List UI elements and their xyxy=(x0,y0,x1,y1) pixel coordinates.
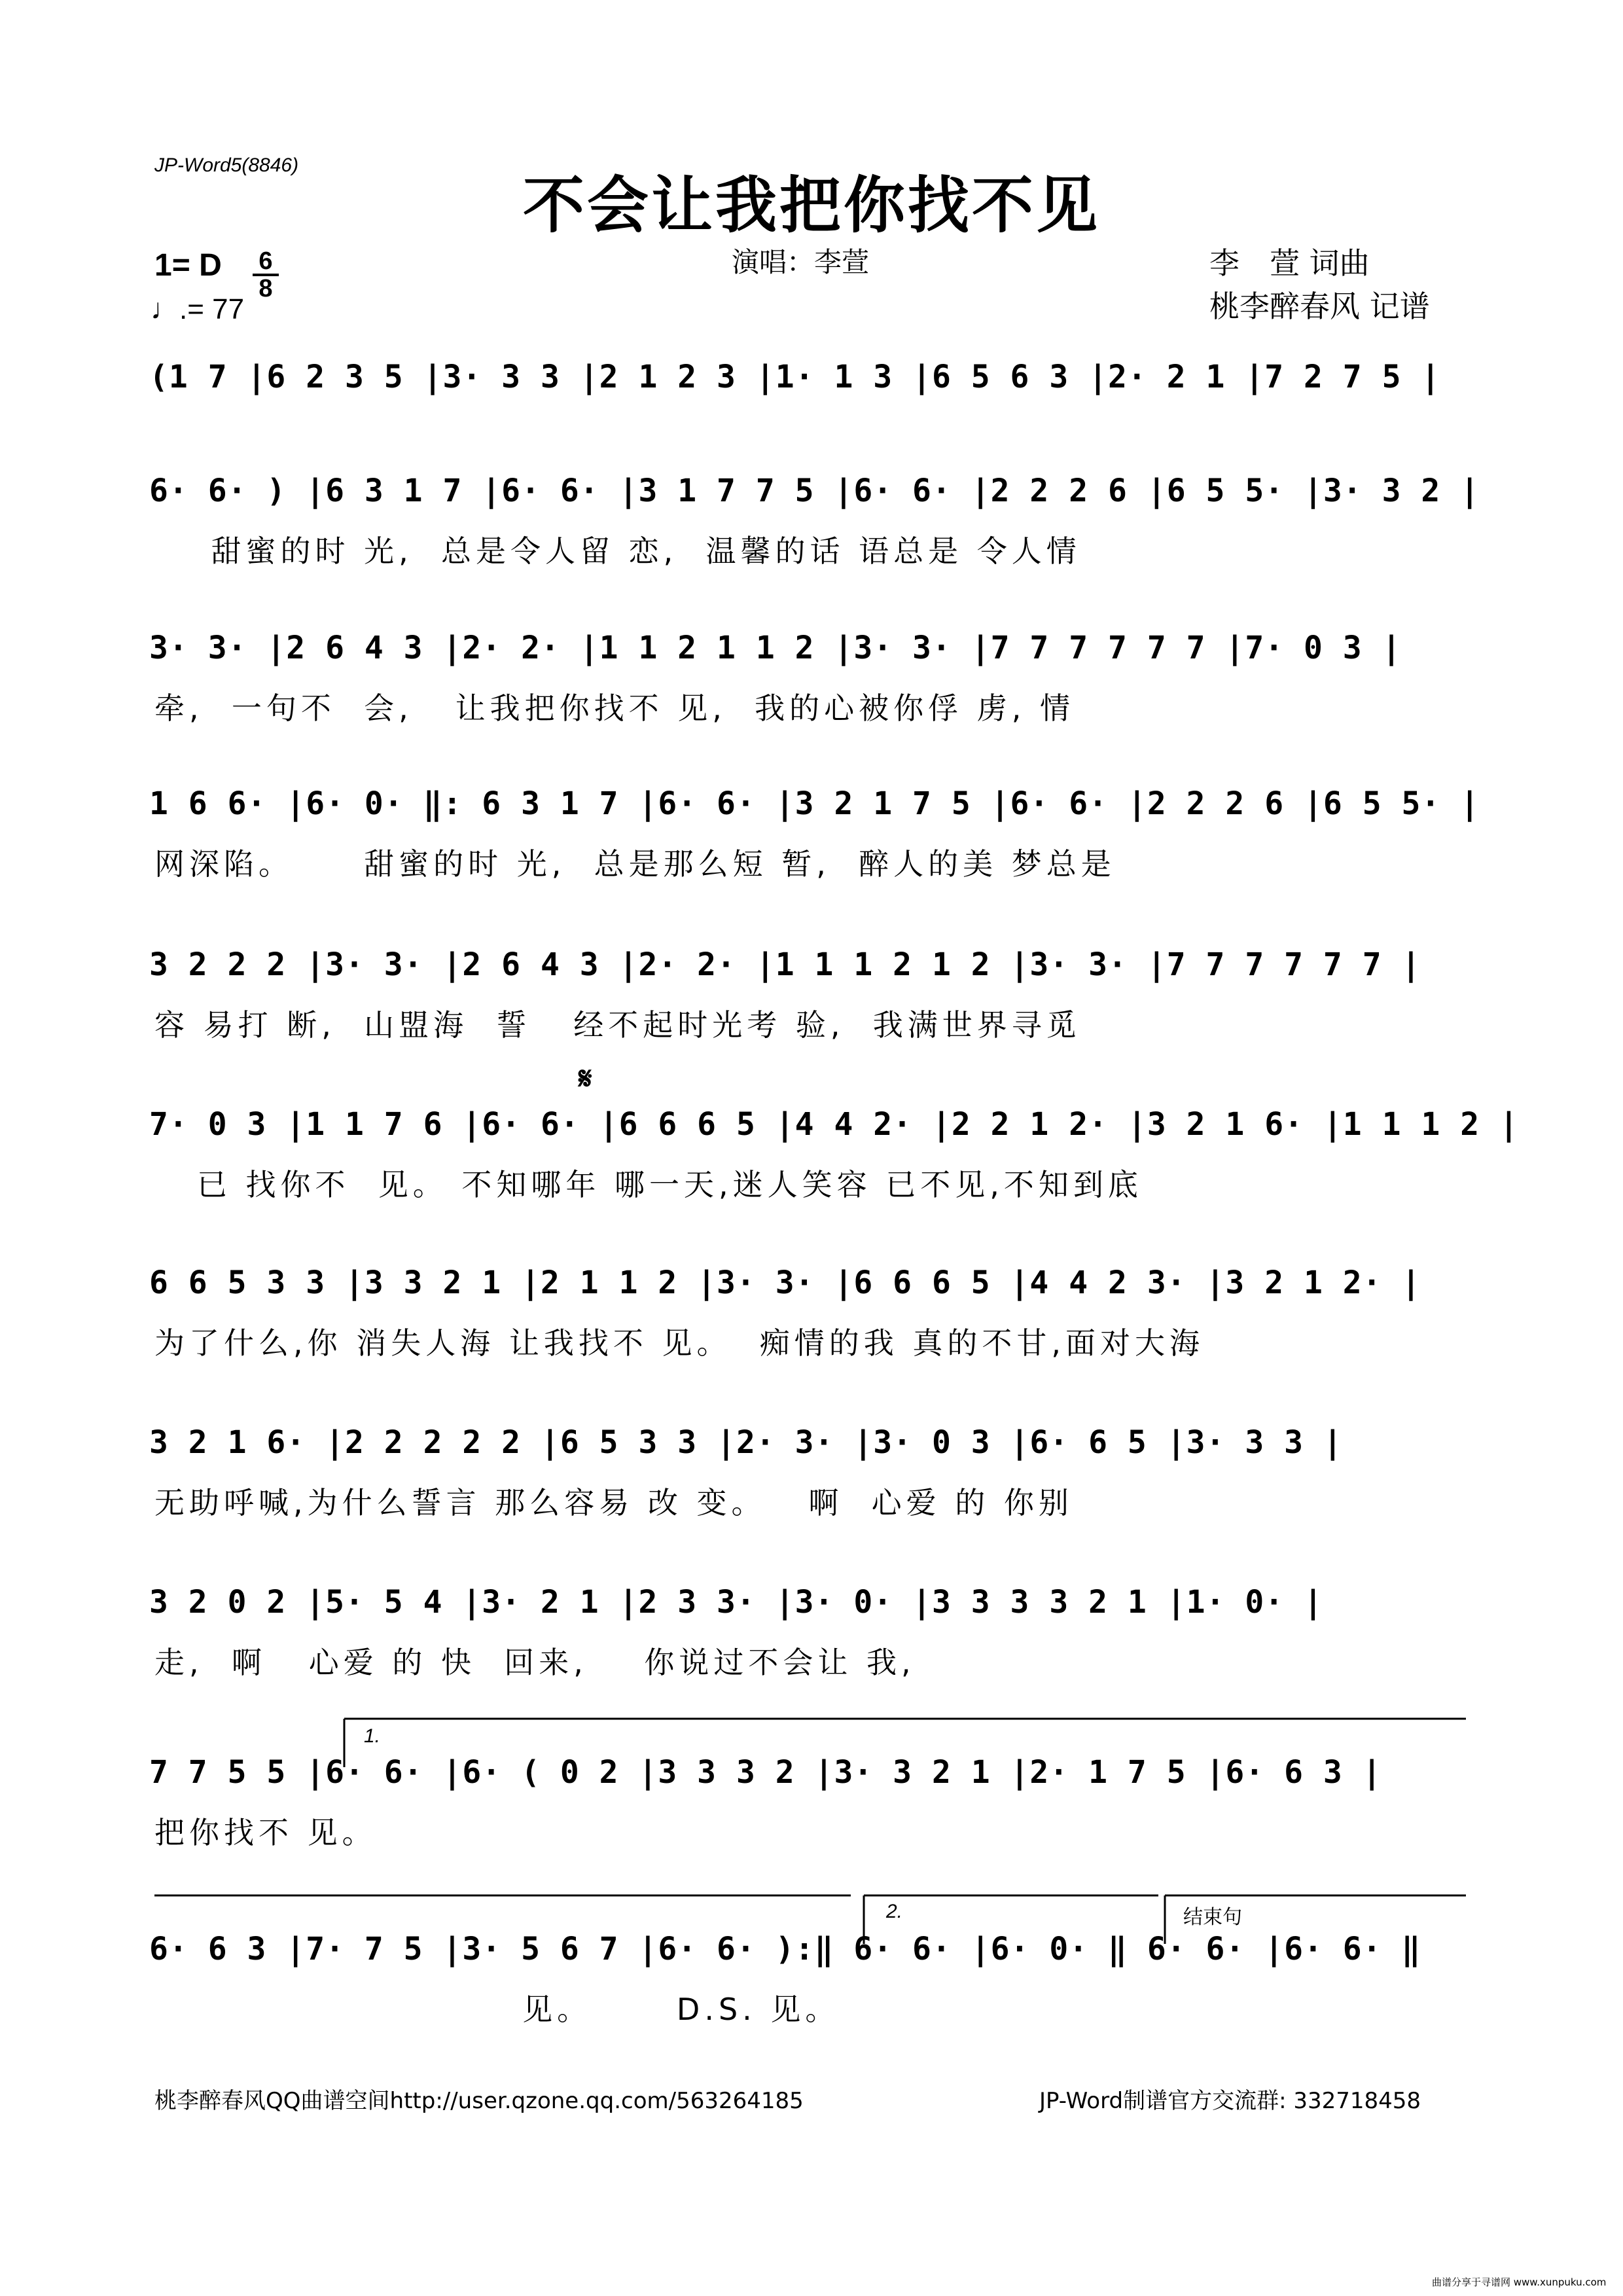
system-11-lyrics: 见。 D.S. 见。 xyxy=(154,1992,840,2027)
segno-sign: 𝄋 xyxy=(579,1060,592,1097)
system-4-notes: 1 6 6· |6· 0· ‖: 6 3 1 7 |6· 6· |3 2 1 7 5 |6· 6· |2 2 2 6 |6 5 5· | xyxy=(149,785,1480,822)
system-5-lyrics: 容 易打 断, 山盟海 誓 经不起时光考 验, 我满世界寻觅 xyxy=(154,1007,1081,1043)
footer-group: JP-Word制谱官方交流群: 332718458 xyxy=(1039,2088,1421,2114)
singer-credit: 演唱：李萱 xyxy=(732,246,870,278)
system-1-notes: (1 7 |6 2 3 5 |3· 3 3 |2 1 2 3 |1· 1 3 |6 5 6 3 |2· 2 1 |7 2 7 5 | xyxy=(149,359,1441,395)
system-7-notes: 6 6 5 3 3 |3 3 2 1 |2 1 1 2 |3· 3· |6 6 6 5 |4 4 2 3· |3 2 1 2· | xyxy=(149,1265,1421,1301)
system-11-notes: 6· 6 3 |7· 7 5 |3· 5 6 7 |6· 6· ):‖ 6· 6· |6· 0· ‖ 6· 6· |6· 6· ‖ xyxy=(149,1931,1421,1967)
system-6-lyrics: 已 找你不 见。 不知哪年 哪一天,迷人笑容 已不见,不知到底 xyxy=(154,1167,1143,1202)
key-signature: 1= D xyxy=(154,248,222,283)
system-6-notes: 7· 0 3 |1 1 7 6 |6· 6· |6 6 6 5 |4 4 2· |2 2 1 2· |3 2 1 6· |1 1 1 2 | xyxy=(149,1106,1519,1143)
coda-label: 结束句 xyxy=(1183,1907,1242,1928)
system-10-notes: 7 7 5 5 |6· 6· |6· ( 0 2 |3 3 3 2 |3· 3 2 1 |2· 1 7 5 |6· 6 3 | xyxy=(149,1754,1382,1791)
system-10-lyrics: 把你找不 见。 xyxy=(154,1815,377,1850)
system-9-lyrics: 走, 啊 心爱 的 快 回来, 你说过不会让 我, xyxy=(154,1645,916,1680)
software-label: JP-Word5(8846) xyxy=(154,154,299,176)
system-7-lyrics: 为了什么,你 消失人海 让我找不 见。 痴情的我 真的不甘,面对大海 xyxy=(154,1325,1204,1361)
system-3-lyrics: 牵, 一句不 会, 让我把你找不 见, 我的心被你俘 虏, 情 xyxy=(154,691,1075,726)
volta-1-label: 1. xyxy=(364,1725,381,1747)
transcriber-credit: 桃李醉春风 记谱 xyxy=(1209,289,1430,324)
footer-link: 桃李醉春风QQ曲谱空间http://user.qzone.qq.com/563264185 xyxy=(154,2088,804,2114)
volta-2-label: 2. xyxy=(886,1901,903,1922)
meter-numerator: 6 xyxy=(259,247,273,275)
system-2-notes: 6· 6· ) |6 3 1 7 |6· 6· |3 1 7 7 5 |6· 6· |2 2 2 6 |6 5 5· |3· 3 2 | xyxy=(149,473,1480,509)
system-8-notes: 3 2 1 6· |2 2 2 2 2 |6 5 3 3 |2· 3· |3· 0 3 |6· 6 5 |3· 3 3 | xyxy=(149,1424,1343,1461)
system-5-notes: 3 2 2 2 |3· 3· |2 6 4 3 |2· 2· |1 1 1 2 1 2 |3· 3· |7 7 7 7 7 7 | xyxy=(149,946,1421,983)
meter-denominator: 8 xyxy=(253,274,279,301)
system-4-lyrics: 网深陷。 甜蜜的时 光, 总是那么短 暂, 醉人的美 梦总是 xyxy=(154,846,1116,882)
lyricist-credit: 李 萱 词曲 xyxy=(1209,245,1370,281)
system-9-notes: 3 2 0 2 |5· 5 4 |3· 2 1 |2 3 3· |3· 0· |3 3 3 3 2 1 |1· 0· | xyxy=(149,1584,1323,1621)
system-8-lyrics: 无助呼喊,为什么誓言 那么容易 改 变。 啊 心爱 的 你别 xyxy=(154,1485,1073,1520)
system-2-lyrics: 甜蜜的时 光, 总是令人留 恋, 温馨的话 语总是 令人情 xyxy=(154,533,1081,569)
system-3-notes: 3· 3· |2 6 4 3 |2· 2· |1 1 2 1 1 2 |3· 3· |7 7 7 7 7 7 |7· 0 3 | xyxy=(149,630,1402,666)
site-credit: 曲谱分享于寻谱网 www.xunpuku.com xyxy=(1432,2276,1607,2288)
tempo-marking: ♩.= 77 xyxy=(151,293,245,325)
song-title: 不会让我把你找不见 xyxy=(522,170,1100,242)
